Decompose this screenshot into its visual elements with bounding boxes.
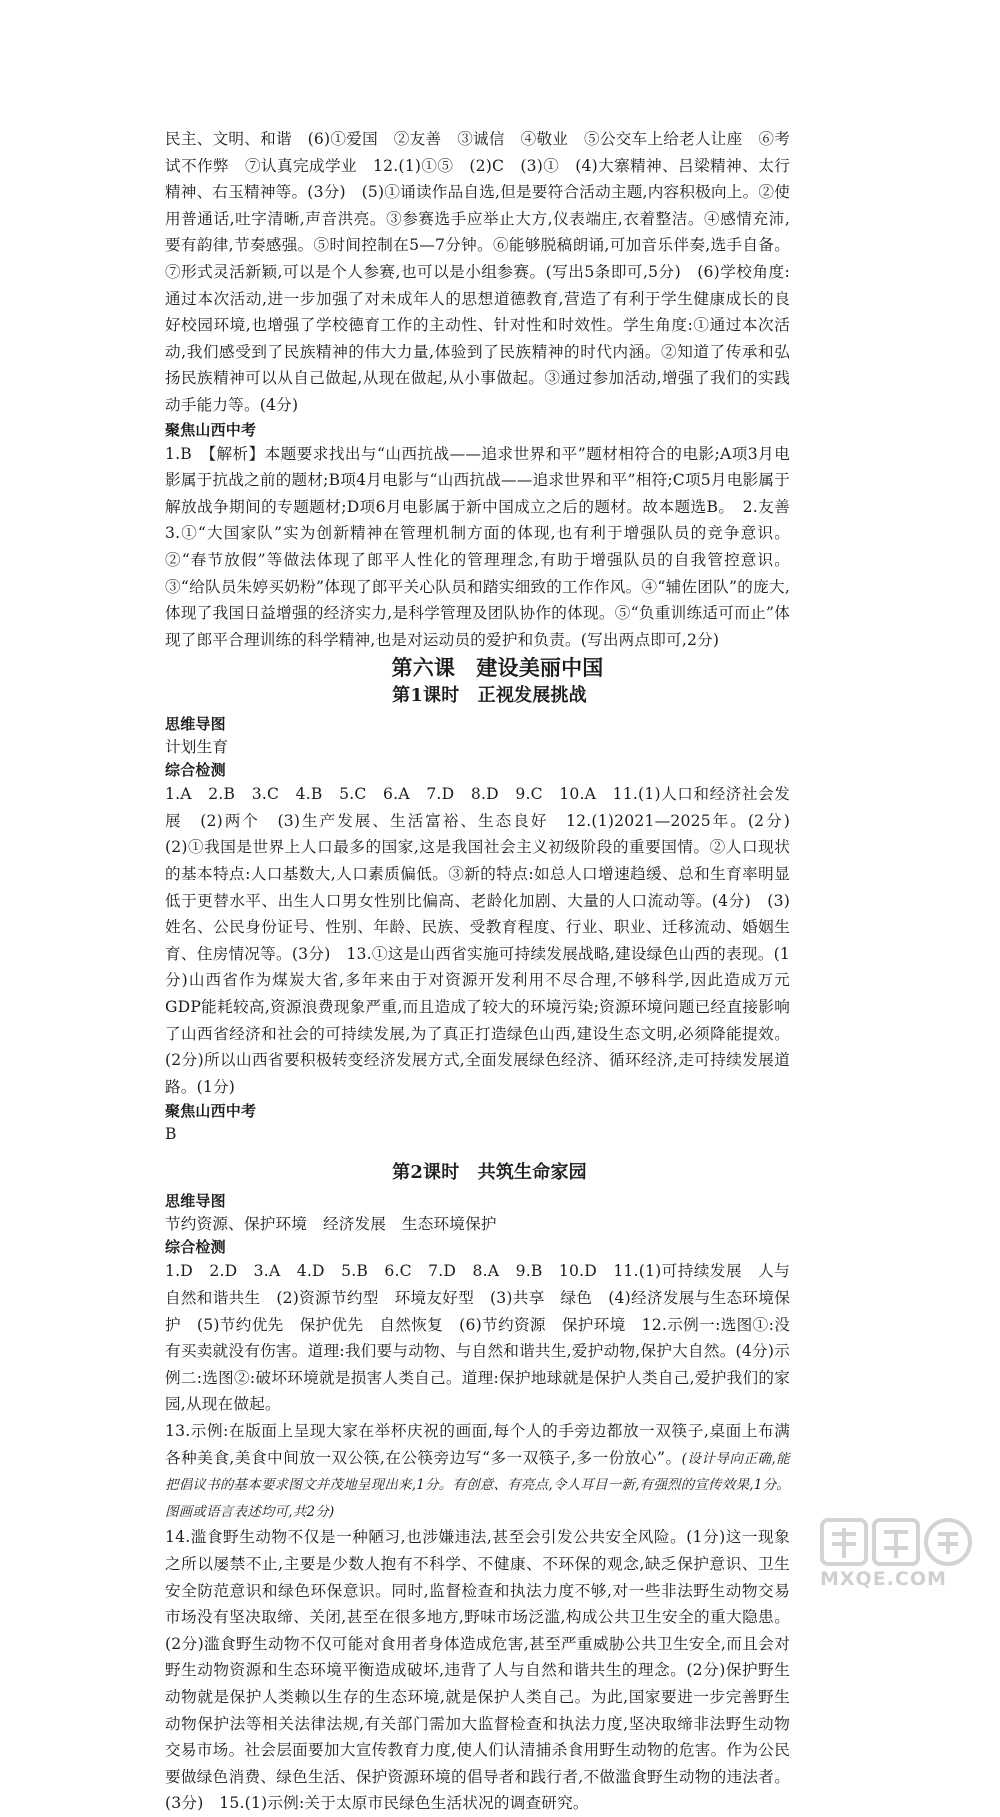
answer-block-civic-values: 民主、文明、和谐 (6)①爱国 ②友善 ③诚信 ④敬业 ⑤公交车上给老人让座 ⑥考试不作弊 ⑦认真完成学业 12.(1)①⑤ (2)C (3)① (4)大寨精神、吕梁精神、太行精神、右玉精神等。(3分) (5)①诵读作品自选,但是要符合活动主题,内容积极向上。②使用普通话,吐字清晰,声音洪亮。③参赛选手应举止大方,仪表端庄,衣着整洁。④感情充沛,要有韵律,节奏感强。⑤时间控制在5—7分钟。⑥能够脱稿朗诵,可加音乐伴奏,选手自备。⑦形式灵活新颖,可以是个人参赛,也可以是小组参赛。(写出5条即可,5分) (6)学校角度:通过本次活动,进一步加强了对未成年人的思想道德教育,营造了有利于学生健康成长的良好校园环境,也增强了学校德育工作的主动性、针对性和时效性。学生角度:①通过本次活动,我们感受到了民族精神的伟大力量,体验到了民族精神的时代内涵。②知道了传承和弘扬民族精神可以从自己做起,从现在做起,从小事做起。③通过参加活动,增强了我们的实践动手能力等。(4分) <box>165 130 790 414</box>
lesson-1-title: 第1课时 正视发展挑战 <box>392 685 587 707</box>
q13-text: 13.示例:在版面上呈现大家在举杯庆祝的画面,每个人的手旁边都放一双筷子,桌面上布满各种美食,美食中间放一双公筷,在公筷旁边写“多一双筷子,多一份放心”。 <box>165 1421 790 1467</box>
section-heading-mindmap-2: 思维导图 <box>165 1192 226 1211</box>
section-heading-shanxi-exam-1: 聚焦山西中考 <box>165 420 257 439</box>
watermark-url: MXQE.COM <box>820 1568 947 1590</box>
answer-block-comprehensive-2: 1.D 2.D 3.A 4.D 5.B 6.C 7.D 8.A 9.B 10.D 11.(1)可持续发展 人与自然和谐共生 (2)资源节约型 环境友好型 (3)共享 绿色 (4)经济发展与生态环境保护 (5)节约优先 保护优先 自然恢复 (6)节约资源 保护环境 12.示例一:选图①:没有买卖就没有伤害。道理:我们要与动物、与自然和谐共生,爱护动物,保护大自然。(4分)示例二:选图②:破坏环境就是损害人类自己。道理:保护地球就是保护人类自己,爱护我们的家园,从现在做起。 <box>165 1262 790 1414</box>
answer-block-q14-q15: 14.滥食野生动物不仅是一种陋习,也涉嫌违法,甚至会引发公共安全风险。(1分)这一现象之所以屡禁不止,主要是少数人抱有不科学、不健康、不环保的观念,缺乏保护意识、卫生安全防范意识和绿色环保意识。同时,监督检查和执法力度不够,对一些非法野生动物交易市场没有坚决取缔、关闭,甚至在很多地方,野味市场泛滥,构成公共卫生安全的重大隐患。(2分)滥食野生动物不仅可能对食用者身体造成危害,甚至严重威胁公共卫生安全,而且会对野生动物资源和生态环境平衡造成破坏,违背了人与自然和谐共生的理念。(2分)保护野生动物就是保护人类赖以生存的生态环境,就是保护人类自己。为此,国家要进一步完善野生动物保护法等相关法律法规,有关部门需加大监督检查和执法力度,坚决取缔非法野生动物交易市场。社会层面要加大宣传教育力度,使人们认清捕杀食用野生动物的危害。作为公民要做绿色消费、绿色生活、保护资源环境的倡导者和践行者,不做滥食野生动物的违法者。(3分) 15.(1)示例:关于太原市民绿色生活状况的调查研究。 <box>165 1528 790 1813</box>
answer-page <box>165 126 806 1817</box>
section-heading-comprehensive-1: 综合检测 <box>165 761 226 780</box>
answer-block-shanxi-exam-1: 1.B 【解析】本题要求找出与“山西抗战——追求世界和平”题材相符合的电影;A项3月电影属于抗战之前的题材;B项4月电影与“山西抗战——追求世界和平”相符;C项5月电影属于解放战争期间的专题题材;D项6月电影属于新中国成立之后的题材。故本题选B。 2.友善 3.①“大国家队”实为创新精神在管理机制方面的体现,也有利于增强队员的竞争意识。②“春节放假”等做法体现了郎平人性化的管理理念,有助于增强队员的自我管控意识。③“给队员朱婷买奶粉”体现了郎平关心队员和踏实细致的工作作风。④“辅佐团队”的庞大,体现了我国日益增强的经济实力,是科学管理及团队协作的体现。⑤“负重训练适可而止”体现了郎平合理训练的科学精神,也是对运动员的爱护和负责。(写出两点即可,2分) <box>165 444 806 649</box>
lesson-title: 第六课 建设美丽中国 <box>391 655 604 681</box>
watermark-logo-icon <box>818 1514 978 1570</box>
section-heading-mindmap-1: 思维导图 <box>165 715 226 734</box>
q13-scoring-note: (设计导向正确,能把倡议书的基本要求图文并茂地呈现出来,1分。有创意、有亮点,令人耳目一新,有强烈的宣传效果,1分。图画或语言表述均可,共2分) <box>165 1450 790 1520</box>
lesson-2-title: 第2课时 共筑生命家园 <box>392 1162 587 1184</box>
answer-block-comprehensive-1: 1.A 2.B 3.C 4.B 5.C 6.A 7.D 8.D 9.C 10.A 11.(1)人口和经济社会发展 (2)两个 (3)生产发展、生活富裕、生态良好 12.(1)2021—2025年。(2分) (2)①我国是世界上人口最多的国家,这是我国社会主义初级阶段的重要国情。②人口现状的基本特点:人口基数大,人口素质偏低。③新的特点:如总人口增速趋缓、总和生育率明显低于更替水平、出生人口男女性别比偏高、老龄化加剧、大量的人口流动等。(4分) (3)姓名、公民身份证号、性别、年龄、民族、受教育程度、行业、职业、迁移流动、婚姻生育、住房情况等。(3分) 13.①这是山西省实施可持续发展战略,建设绿色山西的表现。(1分)山西省作为煤炭大省,多年来由于对资源开发利用不尽合理,不够科学,因此造成万元GDP能耗较高,资源浪费现象严重,而且造成了较大的环境污染;资源环境问题已经直接影响了山西省经济和社会的可持续发展,为了真正打造绿色山西,建设生态文明,必须降能提效。(2分)所以山西省要积极转变经济发展方式,全面发展绿色经济、循环经济,走可持续发展道路。(1分) <box>165 785 806 1096</box>
section-heading-comprehensive-2: 综合检测 <box>165 1238 226 1257</box>
section-heading-shanxi-exam-2: 聚焦山西中考 <box>165 1102 257 1121</box>
answer-block-q13 <box>165 1418 790 1524</box>
shanxi-exam-2-answer: B <box>165 1125 177 1144</box>
site-watermark <box>818 1514 978 1594</box>
mindmap-1-answer: 计划生育 <box>165 738 229 757</box>
mindmap-2-answer: 节约资源、保护环境 经济发展 生态环境保护 <box>165 1215 497 1234</box>
